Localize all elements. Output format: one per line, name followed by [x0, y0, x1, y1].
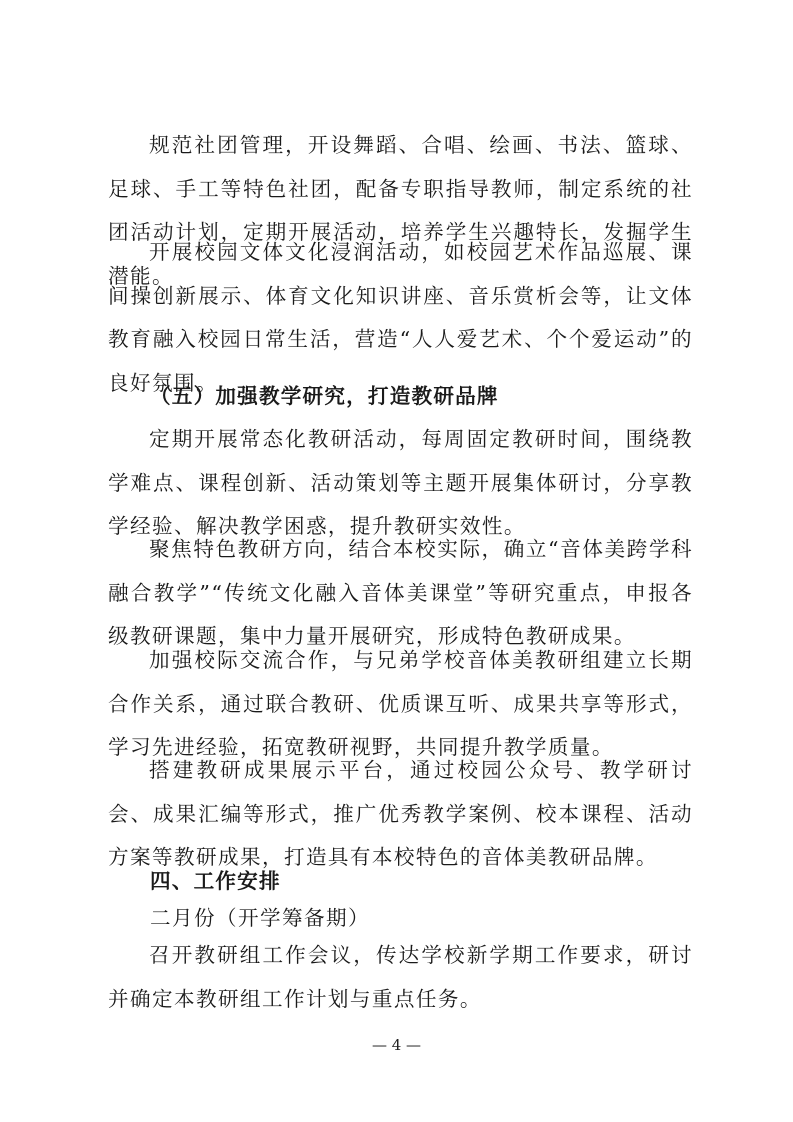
page-number: — 4 — [371, 1036, 422, 1054]
heading-section-five: （五）加强教学研究，打造教研品牌 [150, 384, 499, 408]
heading-work-schedule: 四、工作安排 [150, 869, 281, 893]
paragraph-meeting: 召开教研组工作会议，传达学校新学期工作要求，研讨并确定本教研组工作计划与重点任务。 [108, 943, 693, 1011]
paragraph-club-management: 规范社团管理，开设舞蹈、合唱、绘画、书法、篮球、足球、手工等特色社团，配备专职指导教师，制定系统的社团活动计划，定期开展活动，培养学生兴趣特长，发掘学生潜能。 [108, 133, 693, 288]
paragraph-research-focus: 聚焦特色教研方向，结合本校实际，确立“音体美跨学科融合教学”“传统文化融入音体美课堂”等研究重点，申报各级教研课题，集中力量开展研究，形成特色教研成果。 [108, 537, 693, 648]
subheading-february: 二月份（开学筹备期） [150, 906, 370, 930]
paragraph-campus-culture: 开展校园文体文化浸润活动，如校园艺术作品巡展、课间操创新展示、体育文化知识讲座、音乐赏析会等，让文体教育融入校园日常生活，营造“人人爱艺术、个个爱运动”的良好氛围。 [108, 240, 693, 395]
paragraph-regular-research: 定期开展常态化教研活动，每周固定教研时间，围绕教学难点、课程创新、活动策划等主题开展集体研讨，分享教学经验、解决教学困惑，提升教研实效性。 [108, 427, 693, 538]
paragraph-inter-school: 加强校际交流合作，与兄弟学校音体美教研组建立长期合作关系，通过联合教研、优质课互听、成果共享等形式，学习先进经验，拓宽教研视野，共同提升教学质量。 [108, 648, 693, 759]
paragraph-showcase-platform: 搭建教研成果展示平台，通过校园公众号、教学研讨会、成果汇编等形式，推广优秀教学案例、校本课程、活动方案等教研成果，打造具有本校特色的音体美教研品牌。 [108, 758, 693, 869]
